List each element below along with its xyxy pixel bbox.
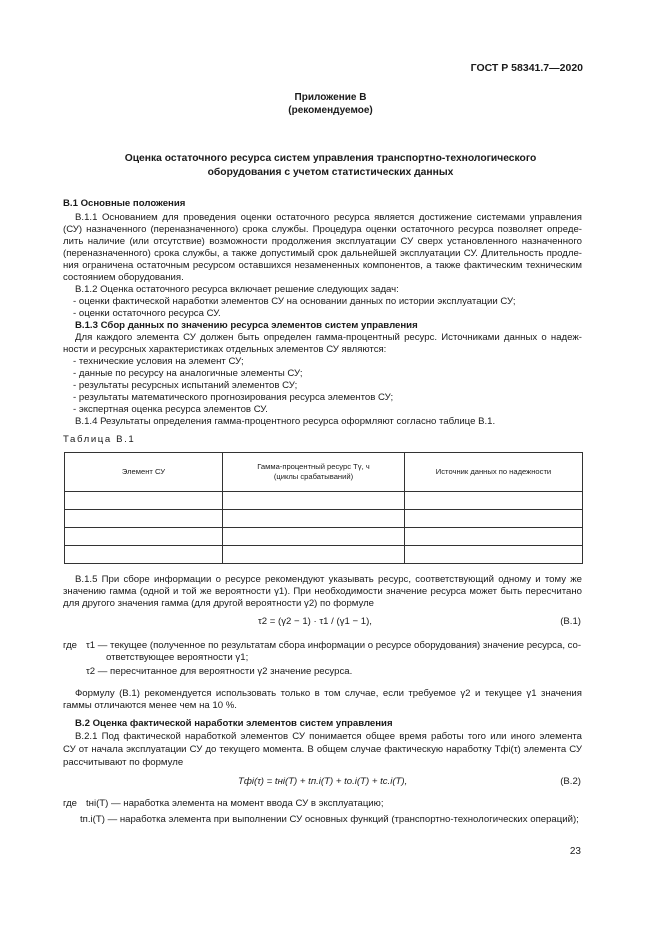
list-item: - оценки остаточного ресурса СУ. bbox=[73, 308, 221, 319]
table-cell bbox=[223, 492, 405, 510]
table-cell bbox=[65, 492, 223, 510]
paragraph-b11-line: (переназначенного) срока службы, а также допустимый срок дальнейшей эксплуатации СУ. Длительность продле- bbox=[63, 248, 582, 259]
list-item: - результаты математического прогнозирования ресурса элементов СУ; bbox=[73, 392, 394, 403]
section-b2-heading: В.2 Оценка фактической наработки элементов систем управления bbox=[75, 718, 393, 729]
where-label: где bbox=[63, 640, 78, 651]
table-row bbox=[65, 510, 583, 528]
document-title-line1: Оценка остаточного ресурса систем управления транспортно-технологического bbox=[124, 153, 537, 164]
table-cell bbox=[223, 510, 405, 528]
paragraph-b15-line: для другого значения гамма (для другой вероятности γ2) по формуле bbox=[63, 598, 375, 609]
list-item: - экспертная оценка ресурса элементов СУ. bbox=[73, 404, 268, 415]
formula-b2-number: (В.2) bbox=[560, 776, 581, 787]
table-cell bbox=[405, 510, 583, 528]
table-cell bbox=[223, 546, 405, 564]
table-header-gamma-line1: Гамма-процентный ресурс Tγ, ч bbox=[257, 462, 370, 471]
list-item: - результаты ресурсных испытаний элементов СУ; bbox=[73, 380, 298, 391]
list-item: - данные по ресурсу на аналогичные элементы СУ; bbox=[73, 368, 303, 379]
table-row bbox=[65, 528, 583, 546]
table-row bbox=[65, 546, 583, 564]
document-title-line2: оборудования с учетом статистических данных bbox=[207, 167, 454, 178]
table-cell bbox=[405, 492, 583, 510]
page-number: 23 bbox=[569, 846, 581, 857]
subsection-b13-heading: В.1.3 Сбор данных по значению ресурса элементов систем управления bbox=[75, 320, 418, 331]
paragraph-b21-line: рассчитывают по формуле bbox=[63, 757, 184, 768]
table-cell bbox=[65, 528, 223, 546]
appendix-subtitle: (рекомендуемое) bbox=[288, 105, 373, 116]
paragraph-b11-line: состоянием оборудования. bbox=[63, 272, 184, 283]
paragraph-b14: В.1.4 Результаты определения гамма-процентного ресурса оформляют согласно таблице В.1. bbox=[75, 416, 496, 427]
paragraph-b21-line: В.2.1 Под фактической наработкой элементов СУ понимается общее время работы того или иного элемента bbox=[75, 731, 582, 742]
table-cell bbox=[405, 546, 583, 564]
paragraph-b13-line: Для каждого элемента СУ должен быть определен гамма-процентный ресурс. Источниками данных о надеж- bbox=[75, 332, 582, 343]
where-tau1: τ1 — текущее (полученное по результатам сбора информации о ресурсе оборудования) значение ресурса, со- bbox=[86, 640, 582, 651]
table-header-element: Элемент СУ bbox=[65, 453, 223, 492]
list-item: - технические условия на элемент СУ; bbox=[73, 356, 244, 367]
table-header-gamma-resource bbox=[223, 453, 405, 492]
where-t-n: tнi(T) — наработка элемента на момент ввода СУ в эксплуатацию; bbox=[86, 798, 384, 809]
appendix-title: Приложение В bbox=[294, 92, 367, 103]
paragraph-b13-line: ности и ресурсных характеристиках отдельных элементов СУ являются: bbox=[63, 344, 387, 355]
where-tau1-cont: ответствующее вероятности γ1; bbox=[106, 652, 249, 663]
formula-b1: τ2 = (γ2 − 1) · τ1 / (γ1 − 1), bbox=[258, 616, 372, 627]
paragraph-b15-line: В.1.5 При сборе информации о ресурсе рекомендуют указывать ресурс, соответствующий одному и тому же bbox=[75, 574, 582, 585]
list-item: - оценки фактической наработки элементов СУ на основании данных по истории эксплуатации СУ; bbox=[73, 296, 516, 307]
table-caption: Таблица В.1 bbox=[63, 434, 136, 445]
paragraph-b11-line: ния ограничена остаточным ресурсом оставшихся незамененных компонентов, а также фактическим техническим bbox=[63, 260, 582, 271]
where-tau2: τ2 — пересчитанное для вероятности γ2 значение ресурса. bbox=[86, 666, 353, 677]
document-header-id: ГОСТ Р 58341.7—2020 bbox=[470, 62, 583, 74]
paragraph-b21-line: СУ от начала эксплуатации СУ до текущего момента. В общем случае фактическую наработку Tфi(τ) элемента СУ bbox=[63, 744, 582, 755]
note-b1-line1: Формулу (В.1) рекомендуется использовать только в том случае, если требуемое γ2 и текущее γ1 значения bbox=[75, 688, 582, 699]
section-b1-heading: В.1 Основные положения bbox=[63, 198, 186, 209]
formula-b1-number: (В.1) bbox=[560, 616, 581, 627]
table-header-gamma-line2: (циклы срабатываний) bbox=[273, 472, 354, 481]
where-label: где bbox=[63, 798, 78, 809]
formula-b2: Tфi(τ) = tнi(T) + tп.i(T) + tо.i(T) + tс.i(T), bbox=[238, 776, 408, 787]
paragraph-b11-line: лить наличие (или отсутствие) возможности продолжения эксплуатации СУ сверх установленного назначенного bbox=[63, 236, 582, 247]
where-t-p: tп.i(T) — наработка элемента при выполнении СУ основных функций (транспортно-технологических операций); bbox=[80, 814, 579, 825]
table-b1 bbox=[64, 452, 583, 564]
table-cell bbox=[223, 528, 405, 546]
table-cell bbox=[405, 528, 583, 546]
paragraph-b11-line: В.1.1 Основанием для проведения оценки остаточного ресурса является достижение системами управления bbox=[75, 212, 582, 223]
table-header-row bbox=[65, 453, 583, 492]
table-cell bbox=[65, 546, 223, 564]
paragraph-b11-line: (СУ) назначенного (переназначенного) срока службы. Процедура оценки остаточного ресурса позволяет опреде- bbox=[63, 224, 582, 235]
table-cell bbox=[65, 510, 223, 528]
paragraph-b12: В.1.2 Оценка остаточного ресурса включает решение следующих задач: bbox=[75, 284, 399, 295]
table-header-source: Источник данных по надежности bbox=[405, 453, 583, 492]
table-row bbox=[65, 492, 583, 510]
paragraph-b15-line: значению гамма (одной и той же вероятности γ1). При необходимости значение ресурса может быть пересчитано bbox=[63, 586, 582, 597]
note-b1-line2: гаммы отличаются менее чем на 10 %. bbox=[63, 700, 237, 711]
